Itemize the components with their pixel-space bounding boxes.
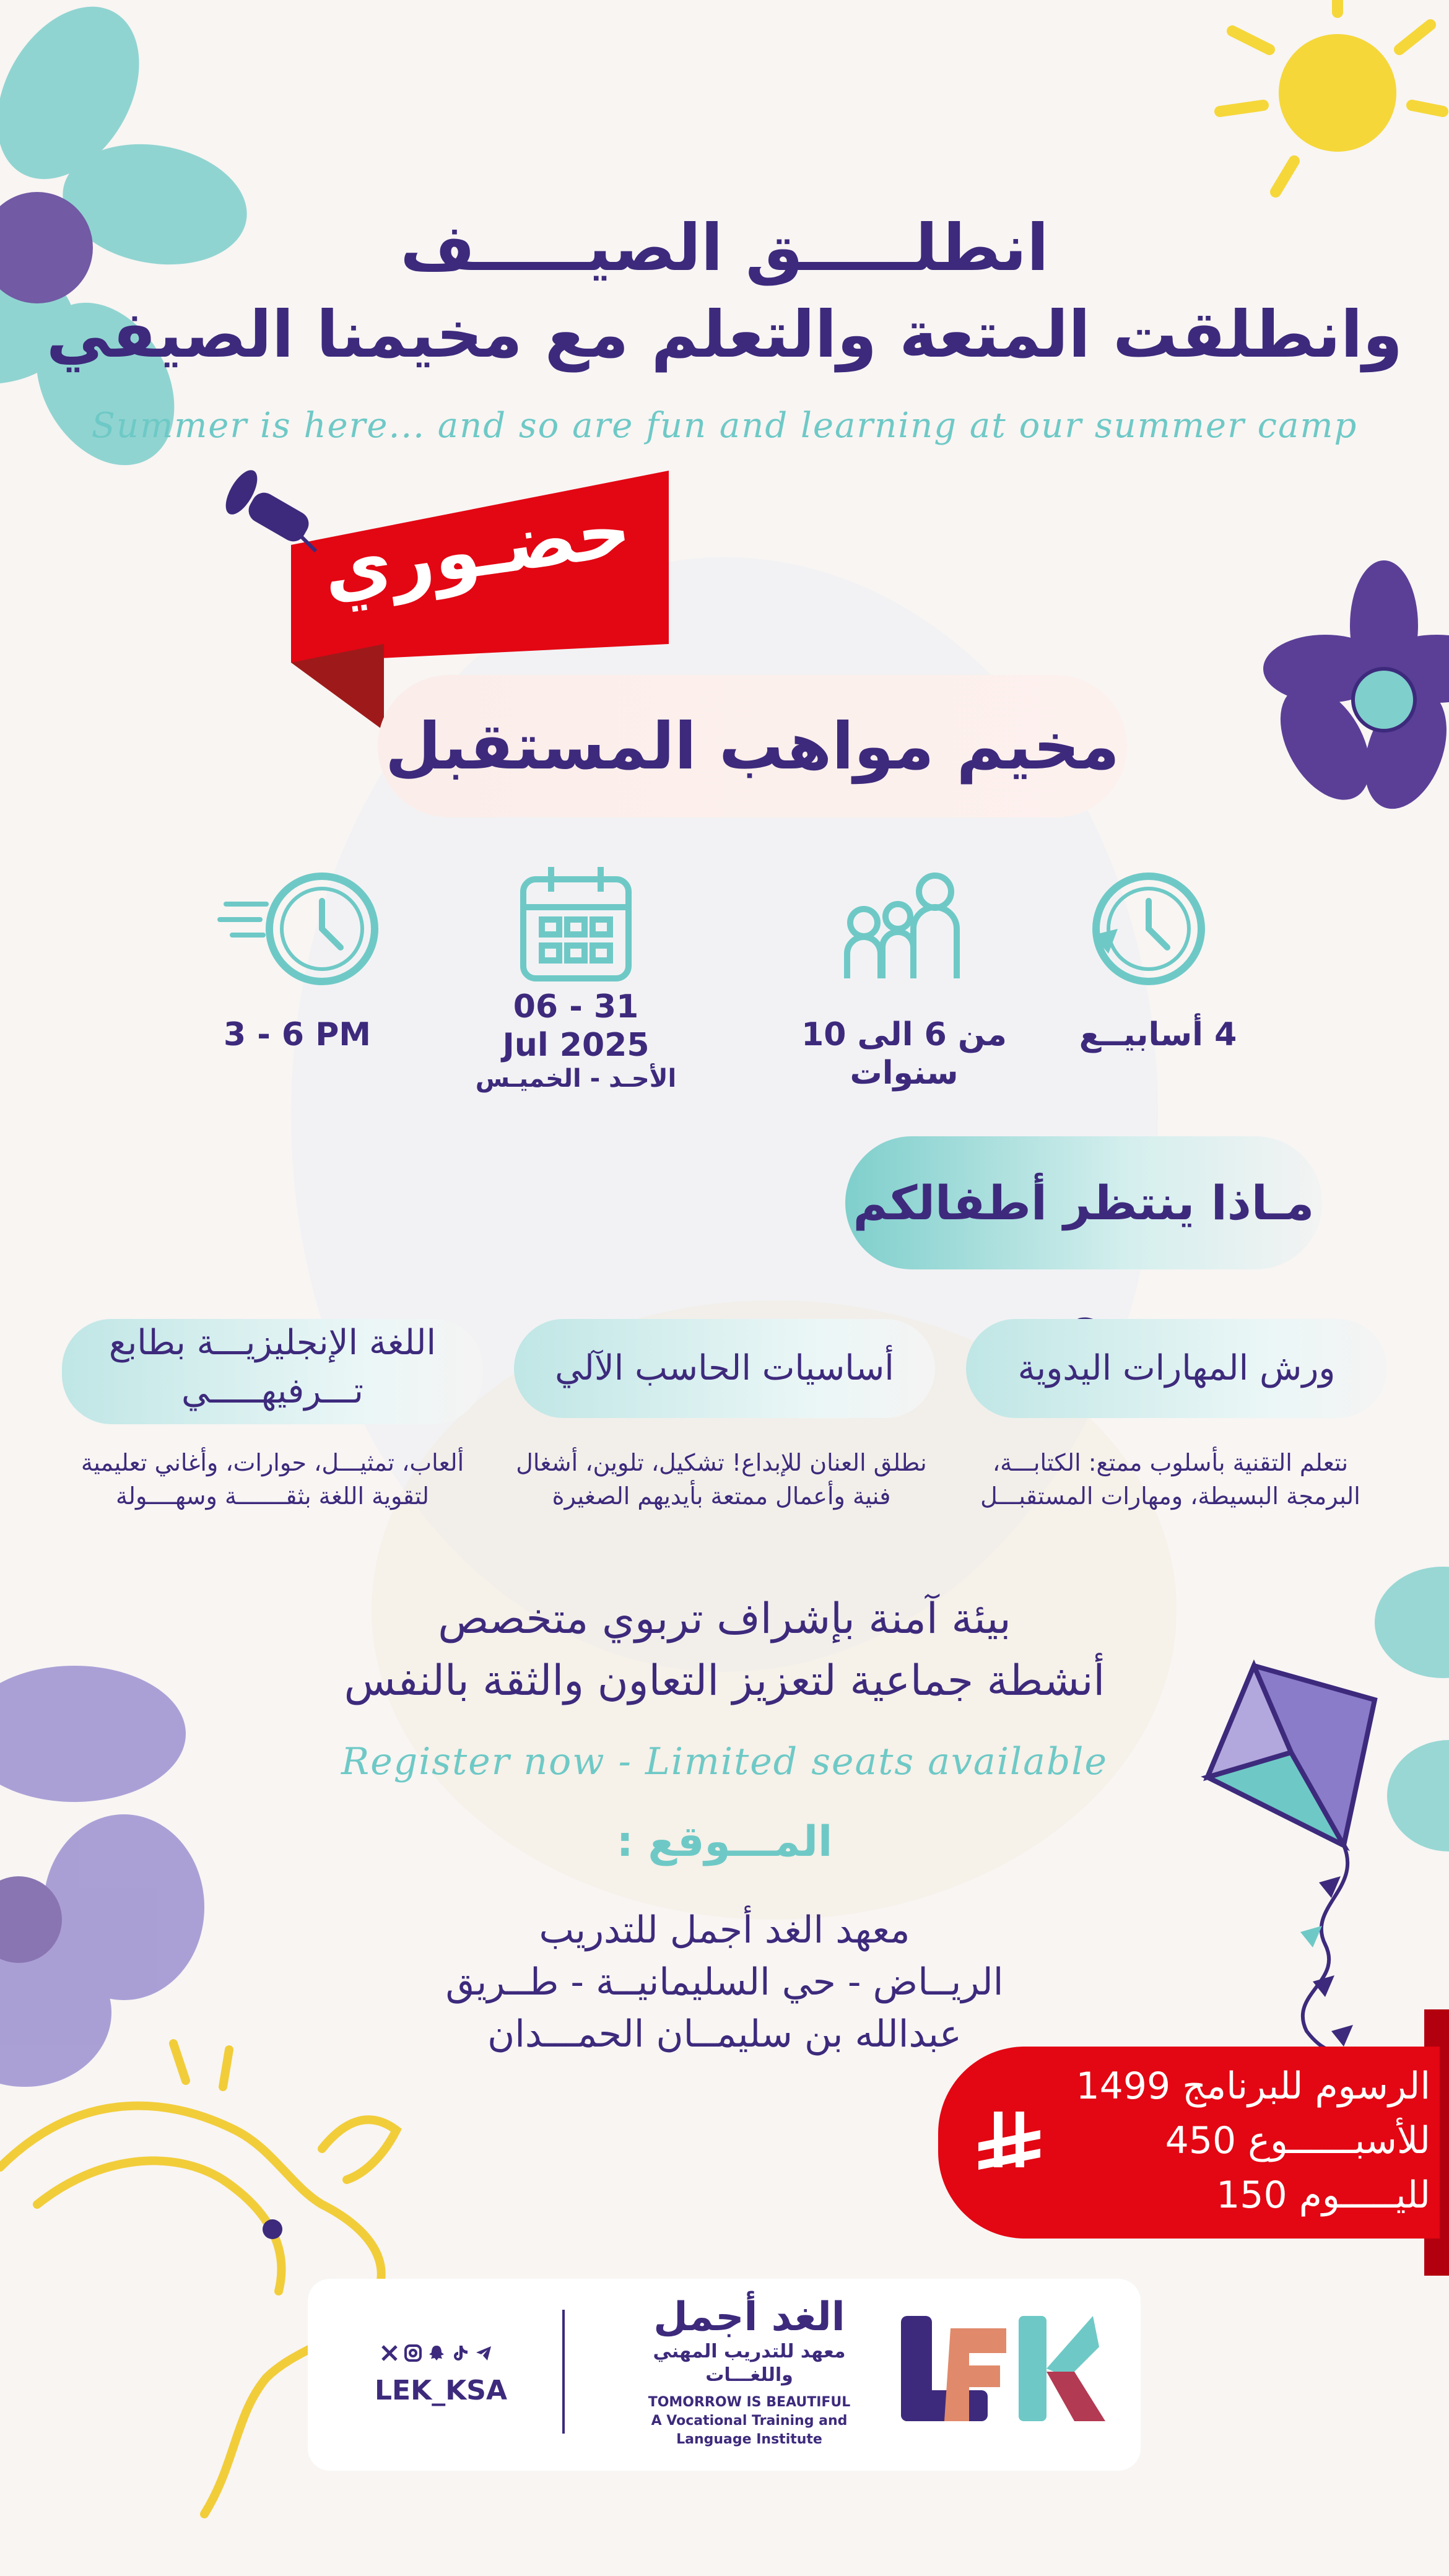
social-handle[interactable]: LEK_KSA (375, 2375, 508, 2406)
location-text (0, 1904, 1449, 2060)
brand-en-line3: Language Institute (676, 2432, 822, 2447)
program-title: مخيم مواهب المستقبل (385, 708, 1120, 784)
weeks-clock-icon (1081, 861, 1217, 997)
dates-month: Jul 2025 (502, 1027, 650, 1064)
register-note: Register now - Limited seats available (341, 1740, 1108, 1783)
feature-desc-1 (954, 1446, 1387, 1513)
price-week: للأسبــــــوع 450 (1165, 2119, 1430, 2162)
feature-desc-1-line2: البرمجة البسيطة، ومهارات المستقبـــل (980, 1482, 1360, 1510)
time-label: 3 - 6 PM (223, 1016, 372, 1053)
feature-title-3-line1: اللغة الإنجليزيـــة بطابع (108, 1323, 437, 1363)
tagline-line1: بيئة آمنة بإشراف تربوي متخصص (438, 1595, 1011, 1643)
feature-desc-2-line1: نطلق العنان للإبداع! تشكيل، تلوين، أشغال (516, 1449, 927, 1476)
brand-block (619, 2294, 879, 2387)
headline-line2: وانطلقت المتعة والتعلم مع مخيمنا الصيفي (46, 297, 1403, 372)
feature-title-3-line2: تـــرفيهـــــي (181, 1371, 363, 1411)
brand-en-line1: TOMORROW IS BEAUTIFUL (648, 2395, 851, 2410)
feature-title-1: ورش المهارات اليدوية (1017, 1348, 1336, 1388)
ages-label: من 6 الى 10 سنوات (801, 1016, 1007, 1092)
headline-english: Summer is here... and so are fun and learning at our summer camp (91, 406, 1358, 446)
dates-block (452, 988, 700, 1093)
feature-desc-3 (50, 1446, 495, 1513)
family-icon (836, 861, 972, 997)
saudi-riyal-icon (972, 2105, 1046, 2180)
what-title: مـاذا ينتظر أطفالكم (853, 1175, 1315, 1230)
price-day: لليـــــوم 150 (1216, 2174, 1430, 2217)
footer-divider (562, 2310, 565, 2434)
location-line1: معهد الغد أجمل للتدريب (539, 1908, 910, 1952)
location-line2: الريــاض - حي السليمانيــة - طــريق (445, 1960, 1004, 2004)
feature-desc-3-line2: لتقوية اللغة بثقـــــــة وسهــــولة (116, 1482, 429, 1510)
telegram-icon[interactable] (474, 2344, 493, 2362)
feature-title-3 (62, 1319, 483, 1416)
weeks-label: 4 أسابيــع (1079, 1016, 1237, 1053)
brand-en-line2: A Vocational Training and (651, 2413, 848, 2429)
location-line3: عبدالله بن سليمــان الحمـــدان (487, 2012, 962, 2056)
purple-flower-icon (1262, 560, 1449, 820)
brand-sub-line1: معهد للتدريب المهني (653, 2341, 846, 2362)
tagline-block (0, 1588, 1449, 1712)
feature-title-2: أساسيات الحاسب الآلي (555, 1348, 894, 1388)
time-clock-icon (214, 861, 387, 997)
brand-name-ar: الغد أجمل (653, 2294, 845, 2340)
x-icon[interactable] (380, 2344, 399, 2362)
lek-logo (895, 2304, 1105, 2440)
sun-icon (1220, 0, 1443, 192)
dates-range: 06 - 31 (513, 988, 639, 1025)
location-title: المـــوقع : (616, 1817, 833, 1866)
price-program: الرسوم للبرنامج 1499 (1076, 2065, 1430, 2108)
brand-sub-line2: واللغـــات (705, 2364, 793, 2386)
feature-desc-2-line2: فنية وأعمال ممتعة بأيديهم الصغيرة (552, 1482, 891, 1510)
tiktok-icon[interactable] (451, 2344, 469, 2362)
price-lines (1053, 2059, 1430, 2222)
tagline-line2: أنشطة جماعية لتعزيز التعاون والثقة بالنفس (344, 1656, 1105, 1705)
feature-desc-1-line1: نتعلم التقنية بأسلوب ممتع: الكتابـــة، (992, 1449, 1349, 1476)
feature-desc-2 (489, 1446, 954, 1513)
feature-desc-3-line1: ألعاب، تمثيـــل، حوارات، وأغاني تعليمية (80, 1449, 464, 1476)
attendance-badge: حضـوري (317, 486, 637, 616)
calendar-icon (514, 858, 638, 988)
headline (0, 204, 1449, 378)
brand-en-block (644, 2393, 855, 2449)
social-icons (375, 2341, 498, 2365)
dates-days: الأحـد - الخميـس (475, 1064, 677, 1093)
snapchat-icon[interactable] (427, 2344, 446, 2362)
headline-line1: انطلـــــق الصيـــــف (400, 210, 1049, 285)
instagram-icon[interactable] (404, 2344, 422, 2362)
